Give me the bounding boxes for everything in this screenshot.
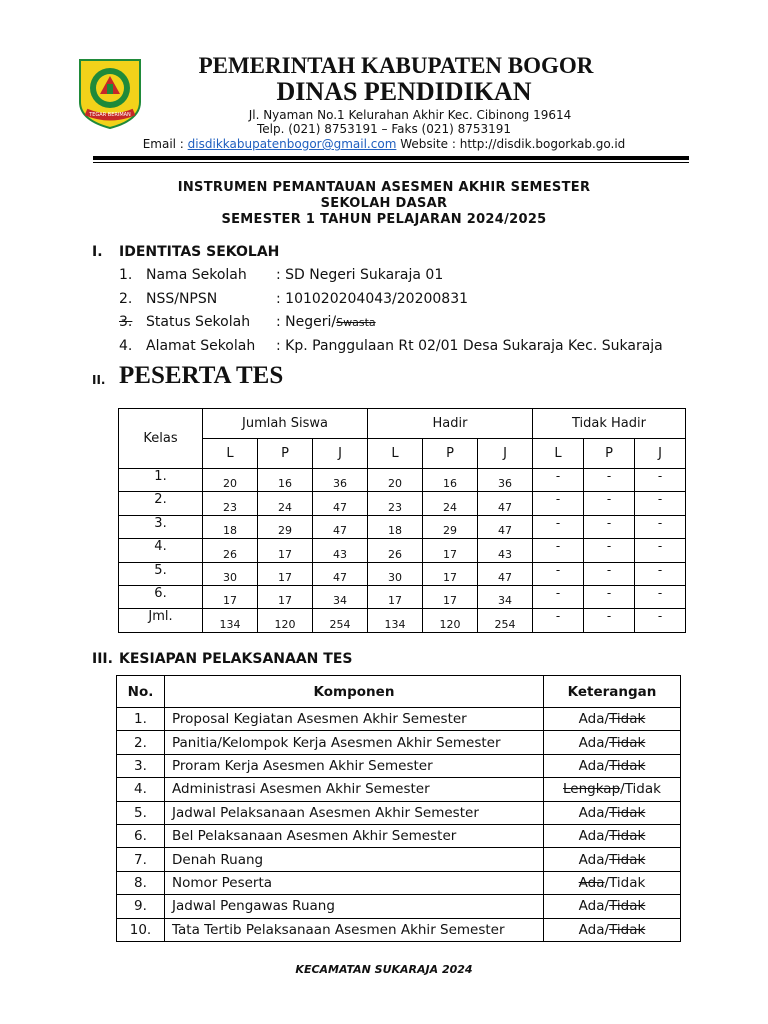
cell-hl: 20 [368, 469, 423, 492]
cell-jp: 16 [258, 469, 313, 492]
participants-row [119, 539, 686, 562]
cell-komponen: Jadwal Pengawas Ruang [165, 895, 544, 918]
readiness-table [116, 675, 681, 942]
keterangan-struck: Tidak [609, 898, 646, 915]
cell-jp: 24 [258, 492, 313, 515]
readiness-row [117, 848, 681, 871]
cell-jl: 20 [203, 469, 258, 492]
section1-roman: I. [92, 244, 103, 260]
identity-item-value [276, 267, 443, 283]
subcol-j: J [313, 439, 368, 469]
identity-item-number: 2. [119, 291, 133, 307]
subcol-p: P [584, 439, 635, 469]
keterangan-separator: / [604, 898, 610, 915]
cell-komponen: Bel Pelaksanaan Asesmen Akhir Semester [165, 824, 544, 847]
cell-no: 4. [117, 778, 165, 801]
cell-no: 2. [117, 731, 165, 754]
cell-tl: - [533, 585, 584, 608]
cell-tp: - [584, 539, 635, 562]
cell-hl: 30 [368, 562, 423, 585]
document-subtitle: SEKOLAH DASAR [320, 196, 448, 211]
keterangan-separator: / [620, 781, 625, 798]
document-title: INSTRUMEN PEMANTAUAN ASESMEN AKHIR SEMESTER [177, 180, 591, 195]
cell-hj: 47 [478, 562, 533, 585]
cell-tj: - [635, 609, 686, 632]
cell-keterangan [544, 871, 681, 894]
cell-hp: 24 [423, 492, 478, 515]
cell-hj: 36 [478, 469, 533, 492]
cell-kelas: 4. [119, 539, 203, 562]
cell-tp: - [584, 469, 635, 492]
header-department-name: DINAS PENDIDIKAN [276, 77, 532, 106]
participants-row [119, 469, 686, 492]
participants-row [119, 562, 686, 585]
keterangan-selected: Ada [578, 804, 605, 821]
col-jumlah-siswa: Jumlah Siswa [203, 409, 368, 439]
cell-komponen: Proposal Kegiatan Asesmen Akhir Semester [165, 708, 544, 731]
cell-komponen: Tata Tertib Pelaksanaan Asesmen Akhir Semester [165, 918, 544, 941]
identity-item-number: 3. [119, 314, 133, 330]
subcol-l: L [368, 439, 423, 469]
cell-kelas: 6. [119, 585, 203, 608]
header-divider-thick [93, 156, 689, 160]
keterangan-separator: / [604, 757, 610, 774]
cell-tp: - [584, 562, 635, 585]
keterangan-separator: / [604, 921, 610, 938]
cell-tp: - [584, 585, 635, 608]
identity-value-text: : 101020204043/20200831 [276, 291, 469, 307]
email-link[interactable]: disdikkabupatenbogor@gmail.com [187, 137, 397, 151]
cell-jp: 29 [258, 515, 313, 538]
identity-value-text: : Kp. Panggulaan Rt 02/01 Desa Sukaraja Kec. Sukaraja [276, 338, 663, 354]
header-divider-thin [93, 162, 689, 163]
col-tidak-hadir: Tidak Hadir [533, 409, 686, 439]
subcol-j: J [478, 439, 533, 469]
cell-komponen: Panitia/Kelompok Kerja Asesmen Akhir Semester [165, 731, 544, 754]
col-kelas: Kelas [119, 409, 203, 469]
keterangan-separator: / [604, 734, 610, 751]
cell-jj: 47 [313, 515, 368, 538]
cell-tp: - [584, 515, 635, 538]
cell-tp: - [584, 492, 635, 515]
document-semester: SEMESTER 1 TAHUN PELAJARAN 2024/2025 [221, 212, 547, 227]
cell-kelas: 1. [119, 469, 203, 492]
identity-item-label: NSS/NPSN [146, 291, 218, 307]
cell-tp: - [584, 609, 635, 632]
cell-jl: 23 [203, 492, 258, 515]
section3-roman: III. [92, 651, 113, 667]
cell-no: 10. [117, 918, 165, 941]
website-text: Website : http://disdik.bogorkab.go.id [396, 137, 626, 151]
keterangan-selected: Ada [578, 757, 605, 774]
cell-jl: 17 [203, 585, 258, 608]
keterangan-selected: Ada [578, 828, 605, 845]
cell-tj: - [635, 562, 686, 585]
readiness-row [117, 824, 681, 847]
subcol-l: L [203, 439, 258, 469]
cell-tl: - [533, 515, 584, 538]
keterangan-selected: Ada [578, 851, 605, 868]
readiness-row [117, 918, 681, 941]
cell-keterangan [544, 895, 681, 918]
cell-hp: 17 [423, 539, 478, 562]
col-komponen: Komponen [165, 676, 544, 708]
section1-heading: IDENTITAS SEKOLAH [119, 244, 280, 260]
readiness-row [117, 871, 681, 894]
cell-jj: 254 [313, 609, 368, 632]
subcol-l: L [533, 439, 584, 469]
cell-jp: 17 [258, 539, 313, 562]
logo-motto: TEGAR BERIMAN [89, 112, 131, 118]
cell-kelas: 3. [119, 515, 203, 538]
cell-hl: 23 [368, 492, 423, 515]
subcol-p: P [423, 439, 478, 469]
keterangan-separator: / [604, 828, 610, 845]
identity-item-value [276, 314, 376, 330]
identity-item-label: Status Sekolah [146, 314, 251, 330]
identity-item-value [276, 338, 663, 354]
cell-hj: 254 [478, 609, 533, 632]
cell-hp: 16 [423, 469, 478, 492]
cell-tl: - [533, 609, 584, 632]
cell-kelas: 5. [119, 562, 203, 585]
participants-table [118, 408, 686, 633]
col-hadir: Hadir [368, 409, 533, 439]
cell-keterangan [544, 801, 681, 824]
cell-jj: 36 [313, 469, 368, 492]
cell-jl: 26 [203, 539, 258, 562]
cell-no: 6. [117, 824, 165, 847]
keterangan-selected: Ada [578, 898, 605, 915]
header-contact [0, 137, 768, 151]
header-phone: Telp. (021) 8753191 – Faks (021) 8753191 [256, 122, 512, 136]
cell-no: 5. [117, 801, 165, 824]
keterangan-struck: Tidak [609, 711, 646, 728]
col-keterangan: Keterangan [544, 676, 681, 708]
cell-jp: 17 [258, 585, 313, 608]
cell-hp: 17 [423, 585, 478, 608]
cell-komponen: Jadwal Pelaksanaan Asesmen Akhir Semester [165, 801, 544, 824]
keterangan-selected: Ada [578, 734, 605, 751]
participants-row [119, 515, 686, 538]
cell-keterangan [544, 708, 681, 731]
cell-tj: - [635, 492, 686, 515]
cell-jj: 34 [313, 585, 368, 608]
cell-hj: 43 [478, 539, 533, 562]
cell-tl: - [533, 469, 584, 492]
cell-keterangan [544, 848, 681, 871]
cell-keterangan [544, 824, 681, 847]
keterangan-struck: Tidak [609, 921, 646, 938]
identity-value-struck: Swasta [336, 316, 376, 329]
cell-tl: - [533, 562, 584, 585]
cell-komponen: Proram Kerja Asesmen Akhir Semester [165, 754, 544, 777]
keterangan-selected: Tidak [609, 874, 646, 891]
header-government-name: PEMERINTAH KABUPATEN BOGOR [198, 53, 594, 78]
keterangan-struck: Tidak [609, 828, 646, 845]
keterangan-struck: Tidak [609, 757, 646, 774]
section3-heading: KESIAPAN PELAKSANAAN TES [119, 651, 353, 667]
cell-keterangan [544, 918, 681, 941]
cell-kelas: Jml. [119, 609, 203, 632]
cell-tj: - [635, 585, 686, 608]
keterangan-selected: Ada [578, 921, 605, 938]
header-address: Jl. Nyaman No.1 Kelurahan Akhir Kec. Cibinong 19614 [248, 108, 572, 122]
cell-keterangan [544, 731, 681, 754]
cell-hp: 120 [423, 609, 478, 632]
cell-hl: 26 [368, 539, 423, 562]
cell-no: 9. [117, 895, 165, 918]
readiness-row [117, 801, 681, 824]
cell-no: 1. [117, 708, 165, 731]
cell-no: 3. [117, 754, 165, 777]
cell-tj: - [635, 469, 686, 492]
readiness-row [117, 778, 681, 801]
keterangan-separator: / [604, 711, 610, 728]
identity-value-text: : SD Negeri Sukaraja 01 [276, 267, 444, 283]
cell-keterangan [544, 778, 681, 801]
participants-row [119, 492, 686, 515]
col-no: No. [117, 676, 165, 708]
footer-district: KECAMATAN SUKARAJA 2024 [295, 963, 473, 976]
keterangan-selected: Ada [578, 711, 605, 728]
cell-komponen: Denah Ruang [165, 848, 544, 871]
cell-hl: 17 [368, 585, 423, 608]
identity-item-label: Nama Sekolah [146, 267, 247, 283]
keterangan-struck: Lengkap [563, 781, 621, 798]
cell-jl: 18 [203, 515, 258, 538]
section2-roman: II. [92, 373, 106, 387]
cell-hj: 47 [478, 515, 533, 538]
cell-jj: 43 [313, 539, 368, 562]
identity-item-value [276, 291, 468, 307]
keterangan-separator: / [604, 804, 610, 821]
cell-keterangan [544, 754, 681, 777]
readiness-row [117, 895, 681, 918]
keterangan-struck: Tidak [609, 851, 646, 868]
cell-kelas: 2. [119, 492, 203, 515]
identity-value-text: : Negeri/ [276, 314, 337, 330]
keterangan-separator: / [604, 874, 610, 891]
email-label: Email : [142, 137, 188, 151]
identity-item-label: Alamat Sekolah [146, 338, 256, 354]
cell-no: 8. [117, 871, 165, 894]
keterangan-selected: Tidak [624, 781, 661, 798]
subcol-j: J [635, 439, 686, 469]
cell-jj: 47 [313, 562, 368, 585]
cell-hp: 17 [423, 562, 478, 585]
participants-row [119, 609, 686, 632]
cell-jp: 17 [258, 562, 313, 585]
cell-hj: 47 [478, 492, 533, 515]
readiness-row [117, 731, 681, 754]
readiness-row [117, 754, 681, 777]
cell-hp: 29 [423, 515, 478, 538]
cell-komponen: Nomor Peserta [165, 871, 544, 894]
identity-item-number: 4. [119, 338, 133, 354]
cell-tl: - [533, 539, 584, 562]
cell-tj: - [635, 515, 686, 538]
cell-hj: 34 [478, 585, 533, 608]
keterangan-struck: Ada [578, 874, 605, 891]
keterangan-separator: / [604, 851, 610, 868]
identity-item-number: 1. [119, 267, 133, 283]
subcol-p: P [258, 439, 313, 469]
keterangan-struck: Tidak [609, 804, 646, 821]
cell-jl: 134 [203, 609, 258, 632]
cell-komponen: Administrasi Asesmen Akhir Semester [165, 778, 544, 801]
cell-jj: 47 [313, 492, 368, 515]
cell-hl: 134 [368, 609, 423, 632]
cell-no: 7. [117, 848, 165, 871]
section2-heading: PESERTA TES [119, 362, 284, 389]
cell-jl: 30 [203, 562, 258, 585]
cell-hl: 18 [368, 515, 423, 538]
participants-row [119, 585, 686, 608]
cell-tj: - [635, 539, 686, 562]
keterangan-struck: Tidak [609, 734, 646, 751]
cell-tl: - [533, 492, 584, 515]
readiness-row [117, 708, 681, 731]
cell-jp: 120 [258, 609, 313, 632]
